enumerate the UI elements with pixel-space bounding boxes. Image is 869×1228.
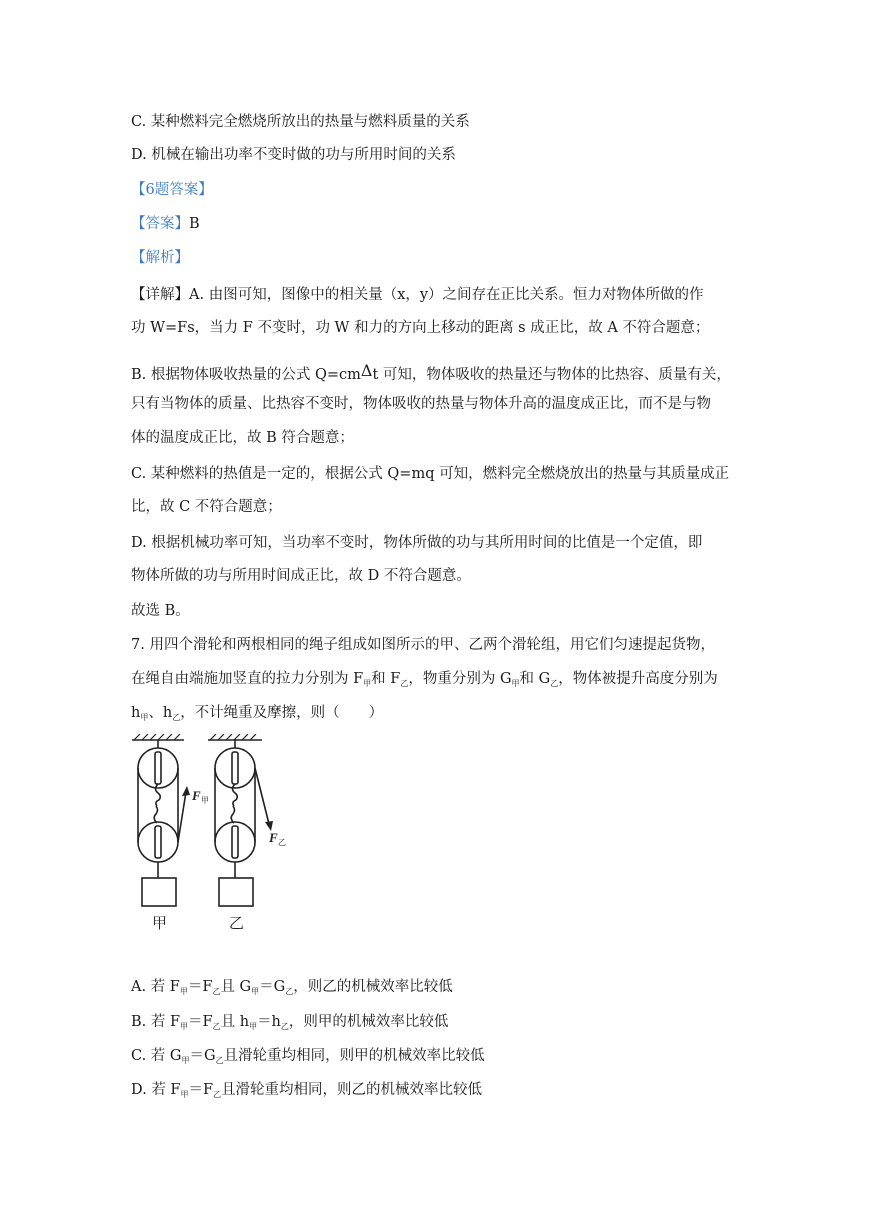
detail-b-pre: B. 根据物体吸收热量的公式 Q=cm (131, 367, 361, 383)
answer-label: 【答案】 (131, 216, 189, 232)
q7-stem-line1: 7. 用四个滑轮和两根相同的绳子组成如图所示的甲、乙两个滑轮组，用它们匀速提起货物， (131, 637, 715, 653)
opt-sub: 甲 (180, 1022, 189, 1031)
detail-c-line1: C. 某种燃料的热值是一定的，根据公式 Q=mq 可知，燃料完全燃烧放出的热量与其质量成正 (131, 466, 730, 482)
answer-value: B (189, 216, 200, 232)
q7-stem-line3 (131, 703, 383, 728)
opt-sub: 乙 (212, 1022, 221, 1031)
q7-option-a (131, 977, 453, 1002)
q7-text: 和 F (371, 671, 401, 687)
right-force-label: F (269, 830, 278, 845)
opt-text: ＝G (189, 1048, 216, 1064)
q7-option-d (131, 1080, 482, 1105)
q7-sub: 乙 (172, 713, 181, 722)
delta-symbol: Δ (360, 361, 373, 380)
opt-text: B. 若 F (131, 1014, 181, 1030)
opt-sub: 甲 (180, 1090, 189, 1099)
q7-text: ，不计绳重及摩擦，则（ ） (180, 705, 384, 721)
answer-line (131, 214, 200, 234)
right-fixed-pulley (215, 748, 255, 788)
q7-text: 在绳自由端施加竖直的拉力分别为 F (131, 671, 364, 687)
left-caption: 甲 (152, 914, 168, 932)
detail-d-line1: D. 根据机械功率可知，当功率不变时，物体所做的功与其所用时间的比值是一个定值，即 (131, 535, 703, 551)
prev-option-c: C. 某种燃料完全燃烧所放出的热量与燃料质量的关系 (131, 114, 470, 130)
q7-sub: 甲 (511, 679, 520, 688)
detail-a-line1 (131, 285, 704, 305)
detail-b-line1 (131, 361, 731, 385)
opt-text: 且滑轮重均相同，则甲的机械效率比较低 (223, 1048, 485, 1064)
opt-sub: 甲 (179, 987, 188, 996)
opt-text: 且滑轮重均相同，则乙的机械效率比较低 (221, 1082, 483, 1098)
detail-c-line2: 比，故 C 不符合题意； (131, 499, 282, 515)
detail-conclusion: 故选 B。 (131, 603, 190, 619)
right-force-sub: 乙 (278, 838, 286, 847)
opt-sub: 乙 (212, 987, 221, 996)
left-load (142, 878, 176, 906)
opt-text: ＝F (188, 1082, 214, 1098)
opt-sub: 甲 (181, 1056, 190, 1065)
opt-text: ＝G (259, 979, 286, 995)
opt-text: ＝F (187, 979, 213, 995)
q7-sub: 乙 (400, 679, 409, 688)
opt-sub: 乙 (213, 1090, 222, 1099)
opt-text: D. 若 F (131, 1082, 181, 1098)
right-caption: 乙 (229, 914, 245, 932)
analysis-header: 【解析】 (131, 250, 189, 266)
opt-sub: 乙 (215, 1056, 224, 1065)
pulley-diagram (128, 734, 300, 934)
detail-b-line3: 体的温度成正比，故 B 符合题意； (131, 430, 354, 446)
q7-text: h (131, 705, 141, 721)
right-load (219, 878, 253, 906)
q7-stem-line2 (131, 669, 718, 694)
prev-option-d: D. 机械在输出功率不变时做的功与所用时间的关系 (131, 147, 456, 163)
right-force-arrow (255, 768, 269, 824)
detail-b-post: t 可知，物体吸收的热量还与物体的比热容、质量有关， (372, 367, 731, 383)
opt-text: 且 h (220, 1014, 250, 1030)
opt-text: ，则乙的机械效率比较低 (293, 979, 453, 995)
opt-sub: 乙 (280, 1022, 289, 1031)
detail-label: 【详解】 (131, 287, 189, 303)
opt-text: 且 G (220, 979, 252, 995)
left-fixed-pulley (138, 748, 178, 788)
opt-text: ＝F (188, 1014, 213, 1030)
q7-sub: 甲 (363, 679, 372, 688)
q7-sub: 甲 (140, 713, 149, 722)
q7-text: 和 G (519, 671, 551, 687)
left-force-label: F (192, 788, 201, 803)
opt-sub: 乙 (285, 987, 294, 996)
opt-sub: 甲 (251, 987, 260, 996)
q7-text: ，物体被提升高度分别为 (558, 671, 718, 687)
q7-text: 、h (148, 705, 173, 721)
q7-text: ，物重分别为 G (408, 671, 512, 687)
left-force-arrow (178, 792, 186, 842)
opt-text: ，则甲的机械效率比较低 (288, 1014, 449, 1030)
q7-option-c (131, 1046, 485, 1071)
detail-d-line2: 物体所做的功与所用时间成正比，故 D 不符合题意。 (131, 568, 471, 584)
q7-option-b (131, 1012, 448, 1037)
left-force-sub: 甲 (201, 796, 209, 805)
q7-sub: 乙 (550, 679, 559, 688)
opt-text: C. 若 G (131, 1048, 182, 1064)
right-movable-pulley (215, 822, 255, 862)
opt-text: ＝h (257, 1014, 281, 1030)
detail-b-line2: 只有当物体的质量、比热容不变时，物体吸收的热量与物体升高的温度成正比，而不是与物 (131, 396, 711, 412)
detail-a-text1: A. 由图可知，图像中的相关量（x，y）之间存在正比关系。恒力对物体所做的作 (189, 287, 704, 303)
q6-answer-header: 【6题答案】 (131, 182, 213, 198)
opt-text: A. 若 F (131, 979, 180, 995)
left-movable-pulley (138, 822, 178, 862)
detail-a-line2: 功 W=Fs，当力 F 不变时，功 W 和力的方向上移动的距离 s 成正比，故 A 不符合题意； (131, 320, 710, 336)
opt-sub: 甲 (249, 1022, 258, 1031)
